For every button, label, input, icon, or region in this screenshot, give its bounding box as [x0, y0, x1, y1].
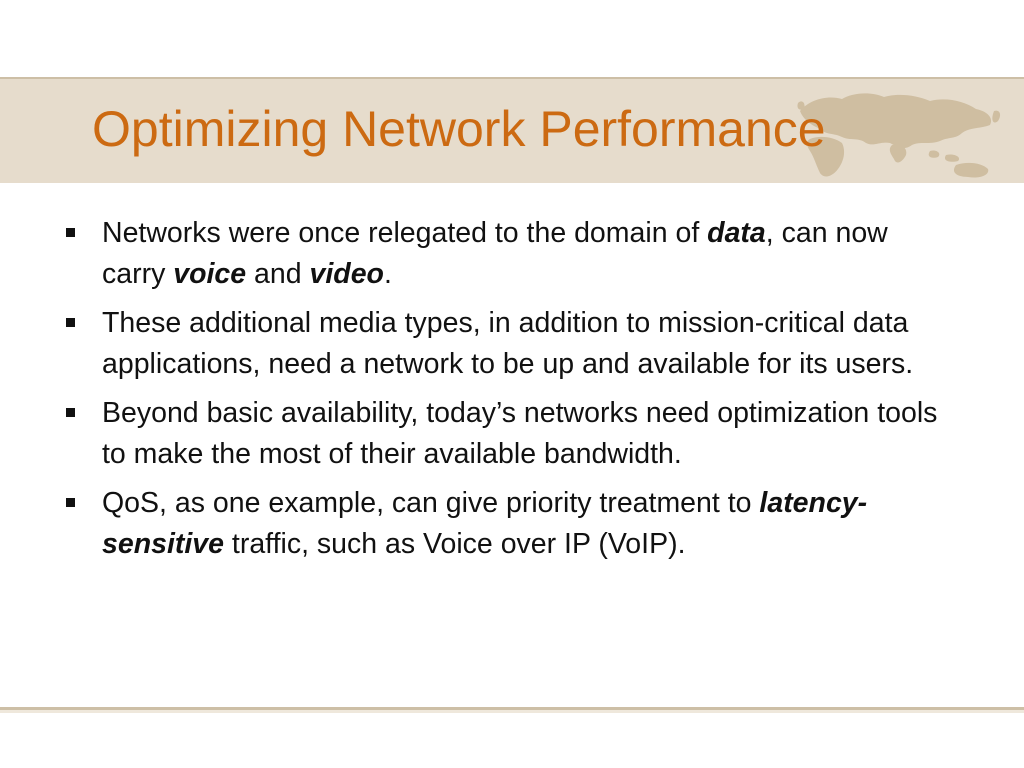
bullet-item: [66, 303, 946, 385]
square-bullet-icon: [66, 498, 75, 507]
bullet-text: traffic, such as Voice over IP (VoIP).: [224, 528, 686, 560]
bullet-item: [66, 483, 946, 565]
square-bullet-icon: [66, 318, 75, 327]
footer-band: [0, 710, 1024, 713]
bullet-item: [66, 393, 946, 475]
square-bullet-icon: [66, 228, 75, 237]
emphasis-latency-sensitive: latency-sensitive: [102, 487, 868, 560]
bullet-text: , can now carry: [102, 217, 888, 290]
bullet-text: QoS, as one example, can give priority treatment to: [102, 487, 760, 519]
emphasis-voice: voice: [173, 258, 247, 290]
bullet-list: [66, 213, 946, 573]
emphasis-video: video: [309, 258, 384, 290]
bullet-text: Networks were once relegated to the domain of: [102, 217, 708, 249]
emphasis-data: data: [707, 217, 766, 249]
bullet-text: Beyond basic availability, today’s networks need optimization tools to make the most of their available bandwidth.: [102, 397, 938, 470]
slide-title: Optimizing Network Performance: [92, 101, 826, 157]
bullet-text: These additional media types, in addition to mission-critical data applications, need a network to be up and available for its users.: [102, 307, 914, 380]
bullet-text: and: [246, 258, 310, 290]
bullet-text: .: [383, 258, 392, 290]
square-bullet-icon: [66, 408, 75, 417]
bullet-item: [66, 213, 946, 295]
